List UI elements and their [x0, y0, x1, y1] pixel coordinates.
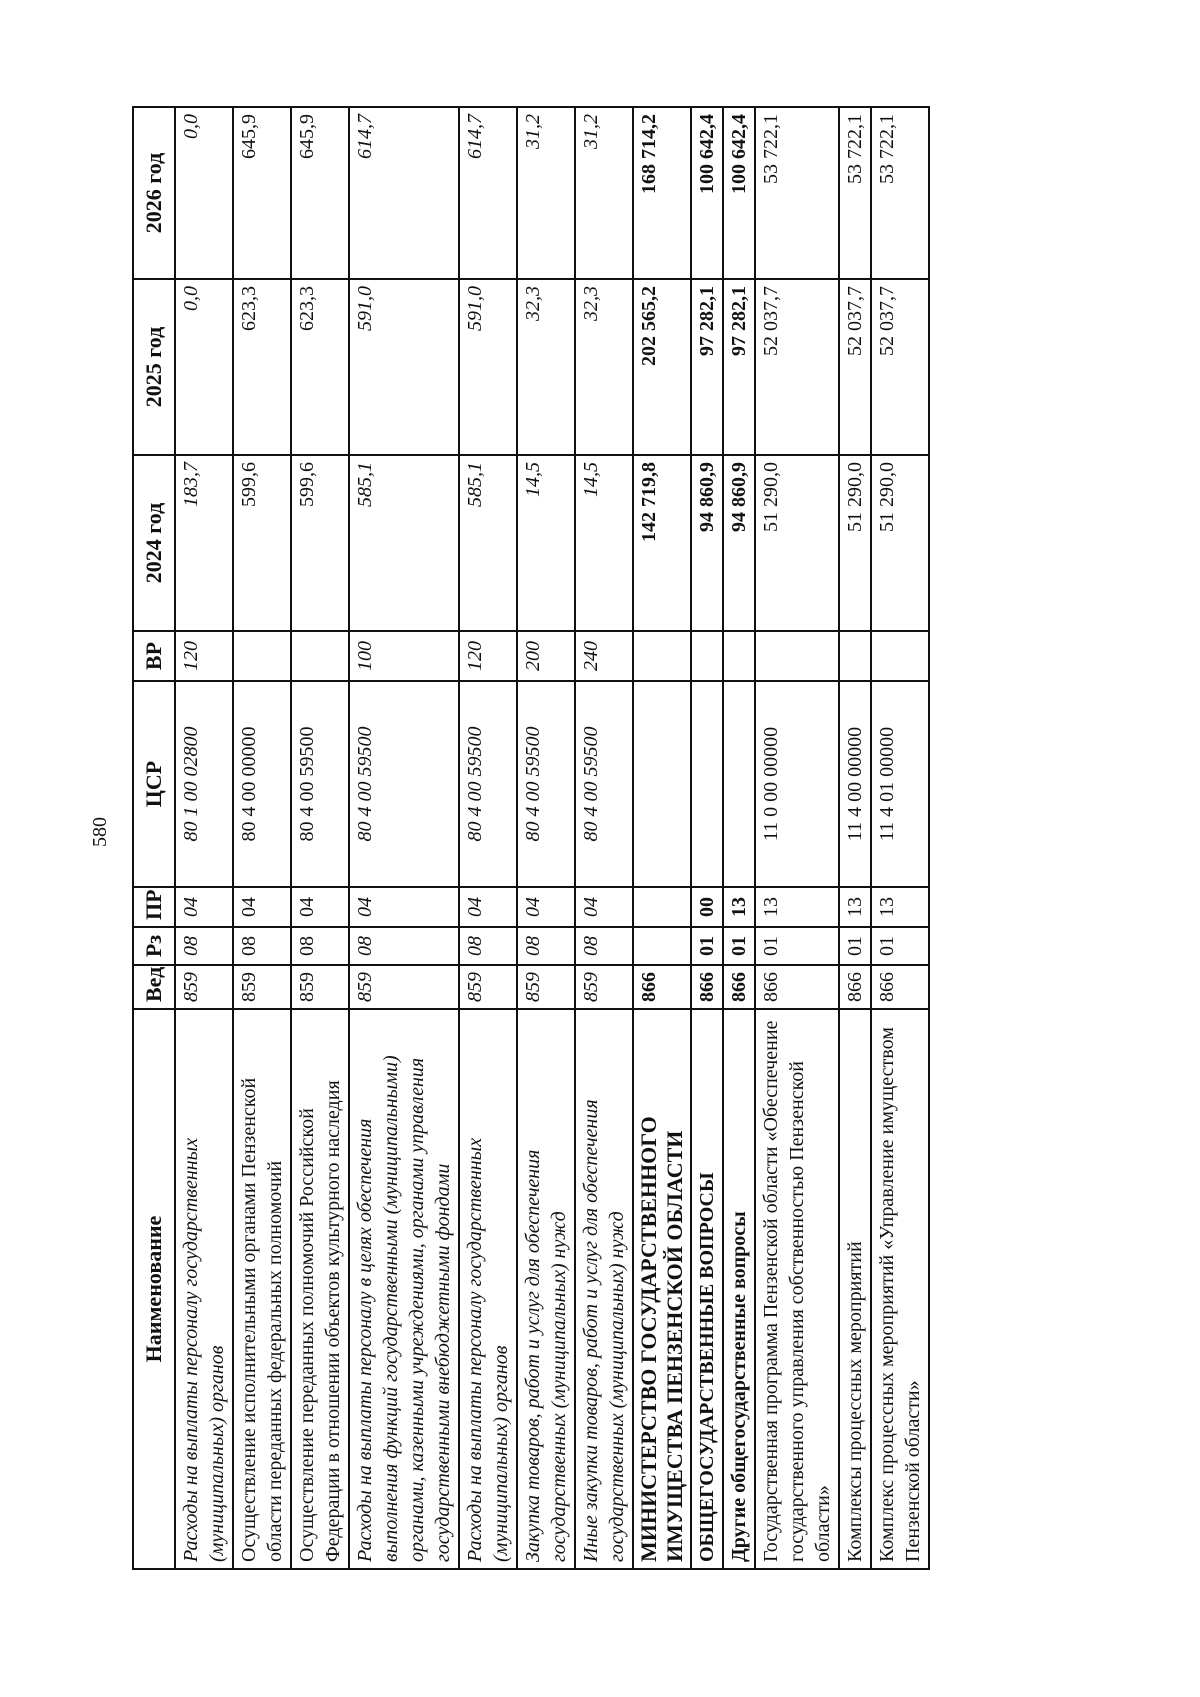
cell-vr: 200 [517, 631, 575, 681]
table-row [633, 107, 691, 1569]
cell-ved: 859 [517, 965, 575, 1009]
table-row [575, 107, 633, 1569]
cell-rz: 08 [517, 927, 575, 965]
cell-rz: 01 [871, 927, 929, 965]
cell-name: Расходы на выплаты персоналу в целях обеспечения выполнения функций государственными (муниципальными) органами, казенными учреждениями, органами управления государственными внебюджетными фондами [349, 1009, 459, 1569]
cell-csr [691, 681, 723, 887]
cell-csr: 80 1 00 02800 [175, 681, 233, 887]
cell-rz: 08 [575, 927, 633, 965]
cell-vr [839, 631, 871, 681]
cell-2024: 183,7 [175, 455, 233, 631]
cell-csr [633, 681, 691, 887]
cell-name: Расходы на выплаты персоналу государственных (муниципальных) органов [175, 1009, 233, 1569]
cell-name: Закупка товаров, работ и услуг для обеспечения государственных (муниципальных) нужд [517, 1009, 575, 1569]
cell-vr: 120 [175, 631, 233, 681]
cell-csr: 11 4 00 00000 [839, 681, 871, 887]
cell-name: ОБЩЕГОСУДАРСТВЕННЫЕ ВОПРОСЫ [691, 1009, 723, 1569]
table-row [839, 107, 871, 1569]
cell-name: Осуществление исполнительными органами Пензенской области переданных федеральных полномочий [233, 1009, 291, 1569]
cell-pr: 04 [575, 887, 633, 927]
cell-csr: 80 4 00 59500 [291, 681, 349, 887]
table-row [233, 107, 291, 1569]
cell-2025: 32,3 [575, 279, 633, 455]
cell-pr: 04 [233, 887, 291, 927]
header-csr: ЦСР [133, 681, 175, 887]
cell-2024: 14,5 [575, 455, 633, 631]
cell-vr: 120 [459, 631, 517, 681]
cell-pr: 13 [871, 887, 929, 927]
table-row [871, 107, 929, 1569]
cell-pr: 04 [175, 887, 233, 927]
page-number: 580 [89, 817, 111, 847]
cell-pr: 04 [349, 887, 459, 927]
cell-ved: 859 [575, 965, 633, 1009]
cell-rz: 01 [839, 927, 871, 965]
cell-2024: 14,5 [517, 455, 575, 631]
cell-name: Осуществление переданных полномочий Российской Федерации в отношении объектов культурного наследия [291, 1009, 349, 1569]
cell-ved: 859 [349, 965, 459, 1009]
header-ved: Вед [133, 965, 175, 1009]
cell-pr [633, 887, 691, 927]
cell-rz: 01 [691, 927, 723, 965]
cell-2024: 585,1 [459, 455, 517, 631]
cell-vr: 240 [575, 631, 633, 681]
cell-pr: 00 [691, 887, 723, 927]
cell-rz: 08 [291, 927, 349, 965]
cell-name: Комплексы процессных мероприятий [839, 1009, 871, 1569]
cell-ved: 859 [175, 965, 233, 1009]
cell-ved: 859 [233, 965, 291, 1009]
table-row [459, 107, 517, 1569]
cell-2025: 52 037,7 [755, 279, 839, 455]
cell-name: Комплекс процессных мероприятий «Управление имуществом Пензенской области» [871, 1009, 929, 1569]
cell-2024: 599,6 [233, 455, 291, 631]
cell-name: Иные закупки товаров, работ и услуг для обеспечения государственных (муниципальных) нужд [575, 1009, 633, 1569]
cell-2024: 51 290,0 [871, 455, 929, 631]
cell-2025: 623,3 [233, 279, 291, 455]
cell-rz: 08 [233, 927, 291, 965]
table-row [691, 107, 723, 1569]
cell-csr: 11 4 01 00000 [871, 681, 929, 887]
cell-2025: 97 282,1 [723, 279, 755, 455]
cell-vr [233, 631, 291, 681]
table-row [175, 107, 233, 1569]
cell-csr [723, 681, 755, 887]
header-2024: 2024 год [133, 455, 175, 631]
header-2026: 2026 год [133, 107, 175, 279]
cell-pr: 13 [723, 887, 755, 927]
cell-2024: 94 860,9 [723, 455, 755, 631]
cell-2025: 202 565,2 [633, 279, 691, 455]
cell-csr: 80 4 00 59500 [459, 681, 517, 887]
budget-table [132, 106, 930, 1570]
table-row [755, 107, 839, 1569]
cell-rz: 08 [459, 927, 517, 965]
cell-2026: 31,2 [575, 107, 633, 279]
cell-csr: 11 0 00 00000 [755, 681, 839, 887]
cell-vr [291, 631, 349, 681]
cell-2026: 53 722,1 [871, 107, 929, 279]
cell-csr: 80 4 00 59500 [517, 681, 575, 887]
table-row [349, 107, 459, 1569]
cell-name: МИНИСТЕРСТВО ГОСУДАРСТВЕННОГО ИМУЩЕСТВА ПЕНЗЕНСКОЙ ОБЛАСТИ [633, 1009, 691, 1569]
cell-2026: 614,7 [349, 107, 459, 279]
cell-2025: 591,0 [349, 279, 459, 455]
cell-2026: 53 722,1 [755, 107, 839, 279]
cell-2024: 51 290,0 [755, 455, 839, 631]
header-2025: 2025 год [133, 279, 175, 455]
cell-csr: 80 4 00 00000 [233, 681, 291, 887]
header-vr: ВР [133, 631, 175, 681]
cell-ved: 859 [291, 965, 349, 1009]
cell-pr: 04 [517, 887, 575, 927]
cell-rz [633, 927, 691, 965]
cell-2024: 599,6 [291, 455, 349, 631]
cell-pr: 04 [459, 887, 517, 927]
cell-ved: 866 [691, 965, 723, 1009]
cell-2025: 52 037,7 [839, 279, 871, 455]
cell-2024: 94 860,9 [691, 455, 723, 631]
cell-vr [871, 631, 929, 681]
cell-2026: 645,9 [233, 107, 291, 279]
cell-csr: 80 4 00 59500 [575, 681, 633, 887]
cell-rz: 08 [349, 927, 459, 965]
cell-pr: 13 [839, 887, 871, 927]
cell-2024: 585,1 [349, 455, 459, 631]
cell-ved: 866 [633, 965, 691, 1009]
cell-ved: 866 [723, 965, 755, 1009]
cell-2026: 31,2 [517, 107, 575, 279]
cell-pr: 04 [291, 887, 349, 927]
cell-2025: 52 037,7 [871, 279, 929, 455]
cell-rz: 01 [755, 927, 839, 965]
cell-vr [755, 631, 839, 681]
cell-2025: 32,3 [517, 279, 575, 455]
table-body [175, 107, 929, 1569]
cell-2026: 614,7 [459, 107, 517, 279]
rotated-table-container [132, 108, 1032, 1570]
header-rz: Рз [133, 927, 175, 965]
cell-ved: 866 [755, 965, 839, 1009]
cell-2024: 51 290,0 [839, 455, 871, 631]
cell-vr: 100 [349, 631, 459, 681]
cell-vr [633, 631, 691, 681]
cell-vr [723, 631, 755, 681]
cell-2026: 100 642,4 [691, 107, 723, 279]
cell-2026: 53 722,1 [839, 107, 871, 279]
cell-rz: 08 [175, 927, 233, 965]
cell-rz: 01 [723, 927, 755, 965]
cell-name: Другие общегосударственные вопросы [723, 1009, 755, 1569]
cell-ved: 859 [459, 965, 517, 1009]
cell-csr: 80 4 00 59500 [349, 681, 459, 887]
cell-2025: 97 282,1 [691, 279, 723, 455]
cell-name: Расходы на выплаты персоналу государственных (муниципальных) органов [459, 1009, 517, 1569]
table-row [291, 107, 349, 1569]
header-name: Наименование [133, 1009, 175, 1569]
cell-2025: 0,0 [175, 279, 233, 455]
header-pr: ПР [133, 887, 175, 927]
cell-ved: 866 [871, 965, 929, 1009]
cell-2026: 168 714,2 [633, 107, 691, 279]
table-row [723, 107, 755, 1569]
cell-ved: 866 [839, 965, 871, 1009]
cell-2025: 591,0 [459, 279, 517, 455]
cell-2026: 645,9 [291, 107, 349, 279]
cell-pr: 13 [755, 887, 839, 927]
cell-2026: 0,0 [175, 107, 233, 279]
table-header-row [133, 107, 175, 1569]
table-row [517, 107, 575, 1569]
cell-name: Государственная программа Пензенской области «Обеспечение государственного управления собственностью Пензенской области» [755, 1009, 839, 1569]
cell-2024: 142 719,8 [633, 455, 691, 631]
cell-vr [691, 631, 723, 681]
cell-2025: 623,3 [291, 279, 349, 455]
cell-2026: 100 642,4 [723, 107, 755, 279]
